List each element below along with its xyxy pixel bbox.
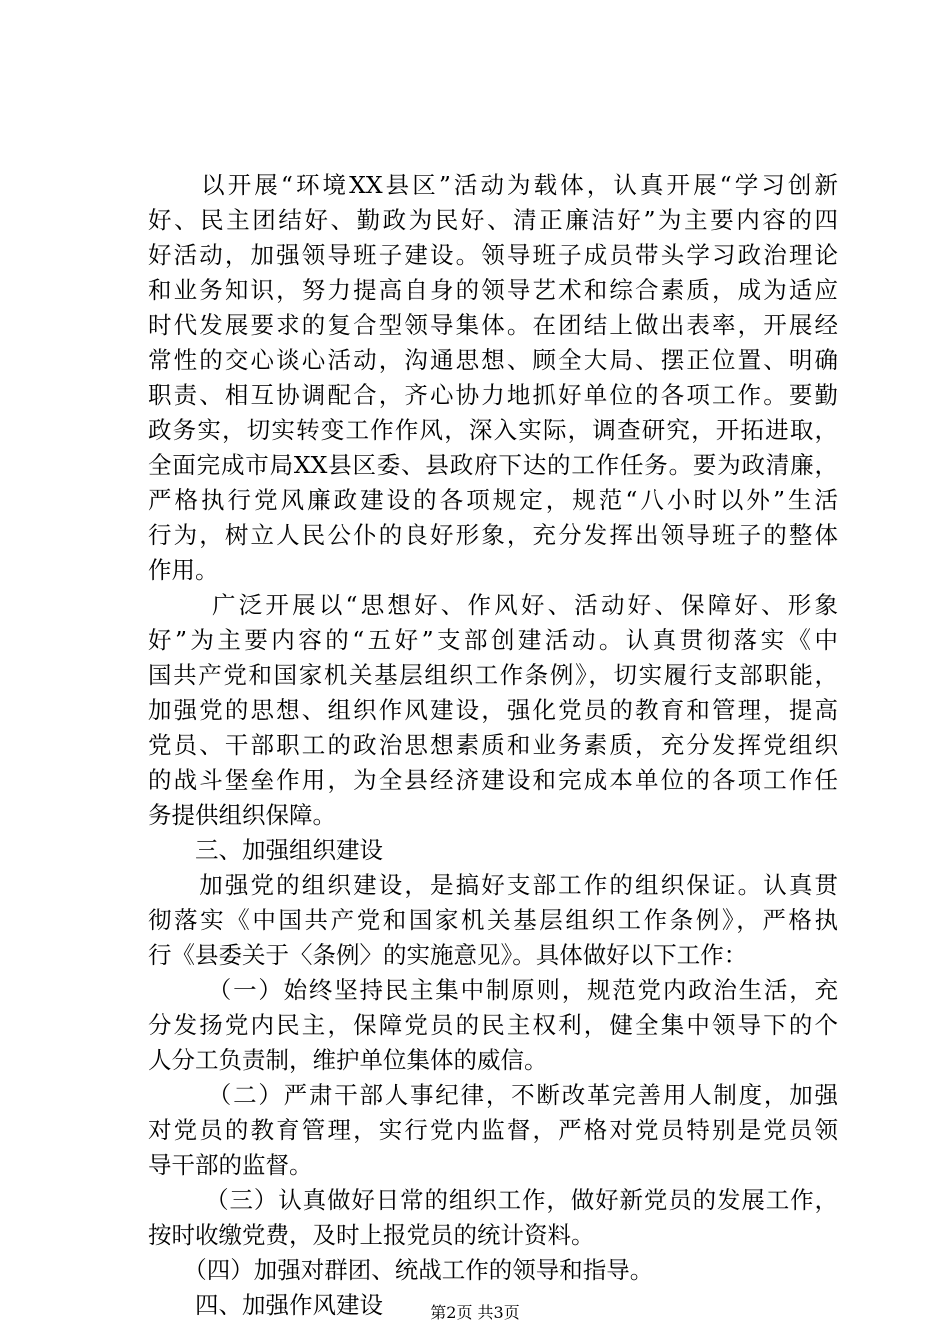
text-line: 导干部的监督。 <box>148 1151 313 1179</box>
text-line: 常性的交心谈心活动，沟通思想、顾全大局、摆正位置、明确 <box>148 346 838 374</box>
text-line: 加强党的思想、组织作风建设，强化党员的教育和管理，提高 <box>148 696 838 724</box>
text-line: 加强党的组织建设，是搞好支部工作的组织保证。认真贯 <box>148 871 838 899</box>
text-line: 好活动，加强领导班子建设。领导班子成员带头学习政治理论 <box>148 241 838 269</box>
text-line: 党员、干部职工的政治思想素质和业务素质，充分发挥党组织 <box>148 731 838 759</box>
text-line: （三）认真做好日常的组织工作，做好新党员的发展工作， <box>148 1186 838 1214</box>
text-line: 作用。 <box>148 556 219 584</box>
text-line: 行《县委关于〈条例〉的实施意见》。具体做好以下工作： <box>148 941 748 969</box>
text-line: 政务实，切实转变工作作风，深入实际，调查研究，开拓进取， <box>148 416 838 444</box>
text-line: 严格执行党风廉政建设的各项规定，规范“八小时以外”生活 <box>148 486 838 514</box>
text-line: （一）始终坚持民主集中制原则，规范党内政治生活，充 <box>148 976 838 1004</box>
page-footer: 第2页 共3页 <box>430 1303 520 1322</box>
text-line: 对党员的教育管理，实行党内监督，严格对党员特别是党员领 <box>148 1116 838 1144</box>
text-line: 以开展“环境XX县区”活动为载体，认真开展“学习创新 <box>148 171 838 199</box>
text-line: 好”为主要内容的“五好”支部创建活动。认真贯彻落实《中 <box>148 626 838 654</box>
text-line: 按时收缴党费，及时上报党员的统计资料。 <box>148 1221 595 1249</box>
text-line: （四）加强对群团、统战工作的领导和指导。 <box>148 1256 654 1284</box>
text-line: 务提供组织保障。 <box>148 801 336 829</box>
text-line: 的战斗堡垒作用，为全县经济建设和完成本单位的各项工作任 <box>148 766 838 794</box>
text-line: 全面完成市局XX县区委、县政府下达的工作任务。要为政清廉， <box>148 451 838 479</box>
section-heading: 四、加强作风建设 <box>148 1291 383 1319</box>
text-line: 行为，树立人民公仆的良好形象，充分发挥出领导班子的整体 <box>148 521 838 549</box>
text-line: （二）严肃干部人事纪律，不断改革完善用人制度，加强 <box>148 1081 838 1109</box>
text-line: 人分工负责制，维护单位集体的威信。 <box>148 1046 548 1074</box>
text-line: 分发扬党内民主，保障党员的民主权利，健全集中领导下的个 <box>148 1011 838 1039</box>
text-line: 职责、相互协调配合，齐心协力地抓好单位的各项工作。要勤 <box>148 381 838 409</box>
text-line: 国共产党和国家机关基层组织工作条例》，切实履行支部职能， <box>148 661 838 689</box>
text-line: 和业务知识，努力提高自身的领导艺术和综合素质，成为适应 <box>148 276 838 304</box>
document-body <box>148 168 838 1323</box>
text-line: 时代发展要求的复合型领导集体。在团结上做出表率，开展经 <box>148 311 838 339</box>
text-line: 彻落实《中国共产党和国家机关基层组织工作条例》，严格执 <box>148 906 838 934</box>
text-line: 好、民主团结好、勤政为民好、清正廉洁好”为主要内容的四 <box>148 206 838 234</box>
section-heading: 三、加强组织建设 <box>148 836 383 864</box>
text-line: 广泛开展以“思想好、作风好、活动好、保障好、形象 <box>148 591 838 619</box>
